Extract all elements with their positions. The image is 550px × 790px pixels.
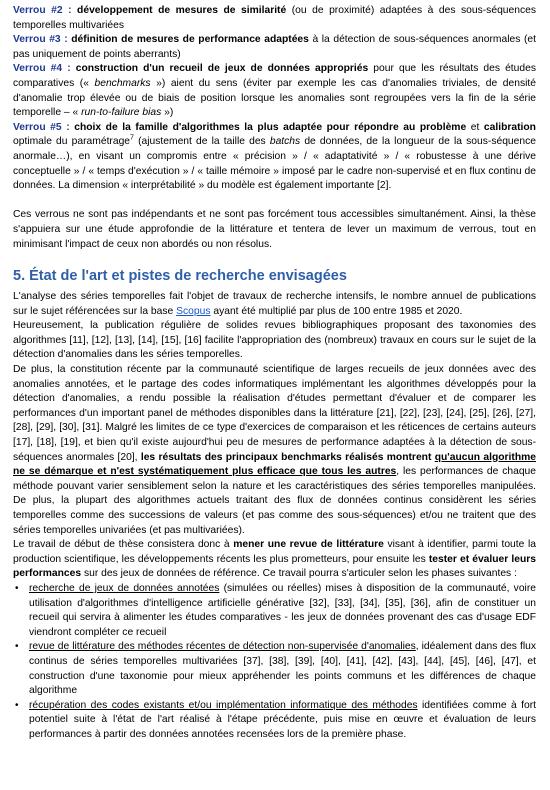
verrou-4-italic-bias: run-to-failure bias	[81, 107, 162, 119]
verrou-4-text-3: »)	[161, 107, 174, 119]
paragraph-1	[13, 290, 536, 319]
list-item-heading: revue de littérature des méthodes récentes de détection non-supervisée d'anomalies	[29, 641, 416, 653]
verrou-3	[13, 33, 536, 62]
list-item	[13, 640, 536, 698]
verrou-4-text: pour que les résultats des études comparatives («	[13, 63, 536, 89]
verrou-3-label: Verrou #3 :	[13, 34, 68, 46]
verrou-4-title: construction d'un recueil de jeux de données appropriés	[75, 63, 369, 75]
verrou-5-italic-batchs: batchs	[269, 136, 301, 148]
verrou-4-italic-benchmarks: benchmarks	[94, 77, 151, 89]
scopus-link[interactable]: Scopus	[176, 305, 211, 317]
verrou-2	[13, 4, 536, 33]
phases-list	[13, 582, 536, 743]
verrou-5-and: et	[466, 121, 484, 133]
bullet-icon: •	[15, 641, 19, 653]
section-title: 5. État de l'art et pistes de recherche envisagées	[13, 268, 347, 285]
verrou-5-text-3: de données, de la longueur de la sous-séquence anormale…), en visant un compromis entre « précision » / « adaptativité » / « robustesse à une dérive conceptuelle » / « temps d'exécution » / « taille mémoire » imposé par le cadre non-supervisé et en flux continu de données. La dimension « interprétabilité » du modèle est également importante [2].	[13, 136, 536, 192]
list-item	[13, 582, 536, 640]
list-item-heading: récupération des codes existants et/ou implémentation informatique des méthodes	[29, 699, 418, 711]
paragraph-1-text: L'analyse des séries temporelles fait l'objet de travaux de recherche intensifs, le nombre annuel de publications sur le sujet référencées sur la base	[13, 291, 536, 317]
list-item-text: , idéalement dans des flux continus de séries temporelles multivariées [37], [38], [39], [40], [41], [42], [43], [44], [45], [46], [47], et construction d'une taxonomie pour mieux appréhender les points communs et les différences de chaque algorithme	[29, 641, 536, 697]
verrou-5-label: Verrou #5 :	[13, 121, 70, 133]
paragraph-1-text-2: ayant été multiplié par plus de 100 entre 1985 et 2020.	[210, 305, 463, 317]
paragraph-4-bold: mener une revue de littérature	[233, 539, 384, 551]
list-item	[13, 699, 536, 743]
list-item-text: identifiées comme à fort potentiel suite à l'état de l'art réalisé à l'étape précédente, puis mise en œuvre et évaluation de leurs performances à partir des données annotées recensées lors de la première phase.	[29, 699, 537, 740]
verrou-4	[13, 62, 536, 120]
paragraph-4	[13, 538, 536, 582]
verrou-2-label: Verrou #2 :	[13, 5, 72, 16]
paragraph-4-text-2: visant à identifier, parmi toute la production scientifique, les développements récents les plus prometteurs, pour ensuite les	[13, 539, 536, 565]
footnote-ref[interactable]: 7	[130, 134, 134, 142]
bullet-icon: •	[15, 699, 19, 711]
verrou-3-text: à la détection de sous-séquences anormales (et pas uniquement de points aberrants)	[13, 34, 536, 60]
verrou-2-title: développement de mesures de similarité	[77, 5, 287, 16]
paragraph-4-bold-2: tester et évaluer leurs performances	[13, 553, 536, 580]
paragraph-3-bold-underlined: qu'aucun algorithme ne se démarque et n'est systématiquement plus efficace que tous les autres	[13, 451, 536, 478]
paragraph-2: Heureusement, la publication régulière de solides revues bibliographiques proposant des taxonomies des algorithmes [11], [12], [13], [14], [15], [16] facilite l'appropriation des (nombreux) travaux en cours sur le sujet de la détection d'anomalies dans les séries temporelles.	[13, 320, 536, 361]
verrou-5-text: optimale du paramétrage	[13, 136, 131, 148]
paragraph-3	[13, 363, 536, 538]
list-item-text: (simulées ou réelles) mises à disposition de la communauté, voire utilisation d'algorithmes d'intelligence artificielle générative [32], [33], [34], [35], [36], afin de constituer un recueil qui servira à alimenter les études comparatives - les jeux de données provenant des cas d'usage EDF viendront compléter ce recueil	[29, 582, 536, 638]
bullet-icon: •	[15, 582, 19, 594]
paragraph-3-text: De plus, la constitution récente par la communauté scientifique de larges recueils de jeux données avec des anomalies annotées, et le partage des codes informatiques implémentant les algorithmes développés pour la détection d'anomalies, a rendu possible la réalisation d'études permettant d'évaluer et de comparer les performances d'un important panel de méthodes disponibles dans la littérature [21], [22], [23], [24], [25], [26], [27], [28], [29], [30], [31]. Malgré les limites de ce type d'exercices de comparaison et les réticences de certains auteurs [17], [18], [19], et bien qu'il existe aujourd'hui peu de mesures de performance adaptées à la détection de sous-séquences anormales [20],	[13, 364, 536, 463]
verrou-2-text: (ou de proximité) adaptées à des sous-séquences temporelles multivariées	[13, 5, 536, 31]
verrou-4-label: Verrou #4 :	[13, 63, 71, 75]
verrou-5-title-2: calibration	[483, 121, 536, 133]
paragraph-4-text-3: sur des jeux de données de référence. Ce travail pourra s'articuler selon les phases suivantes :	[81, 568, 517, 580]
paragraph-3-bold: les résultats des principaux benchmarks réalisés montrent	[140, 451, 435, 463]
list-item-heading: recherche de jeux de données annotées	[29, 582, 220, 594]
verrou-5-text-2: (ajustement de la taille des	[133, 136, 270, 148]
verrou-3-title: définition de mesures de performance adaptées	[71, 34, 309, 46]
verrou-5-title: choix de la famille d'algorithmes la plus adaptée pour répondre au problème	[74, 121, 467, 133]
verrou-4-text-2: ») aient du sens (éviter par exemple les cas d'anomalies triviales, de densité d'anomalie trop élevée ou de biais de position lorsque les anomalies sont regroupées vers la fin de la série temporelle – «	[13, 77, 536, 119]
paragraph-4-text: Le travail de début de thèse consistera donc à	[13, 539, 234, 551]
paragraph-3-text-2: , les performances de chaque méthode pouvant varier sensiblement selon la nature et les caractéristiques des séries temporelles manipulées. De plus, la plupart des algorithmes actuels traitant des flux de données continus considèrent les séries temporelles comme des successions de valeurs (et pas comme des sous-séquences) et/ou ne traitent que des séries temporelles univariées (et pas multivariées).	[13, 466, 536, 536]
verrous-paragraph: Ces verrous ne sont pas indépendants et ne sont pas forcément tous accessibles simultanément. Ainsi, la thèse s'appuiera sur une étude approfondie de la littérature et tentera de lever un maximum de verrous, tout en minimisant l'impact de ceux non abordés ou non résolus.	[13, 209, 536, 250]
verrou-5	[13, 121, 536, 194]
